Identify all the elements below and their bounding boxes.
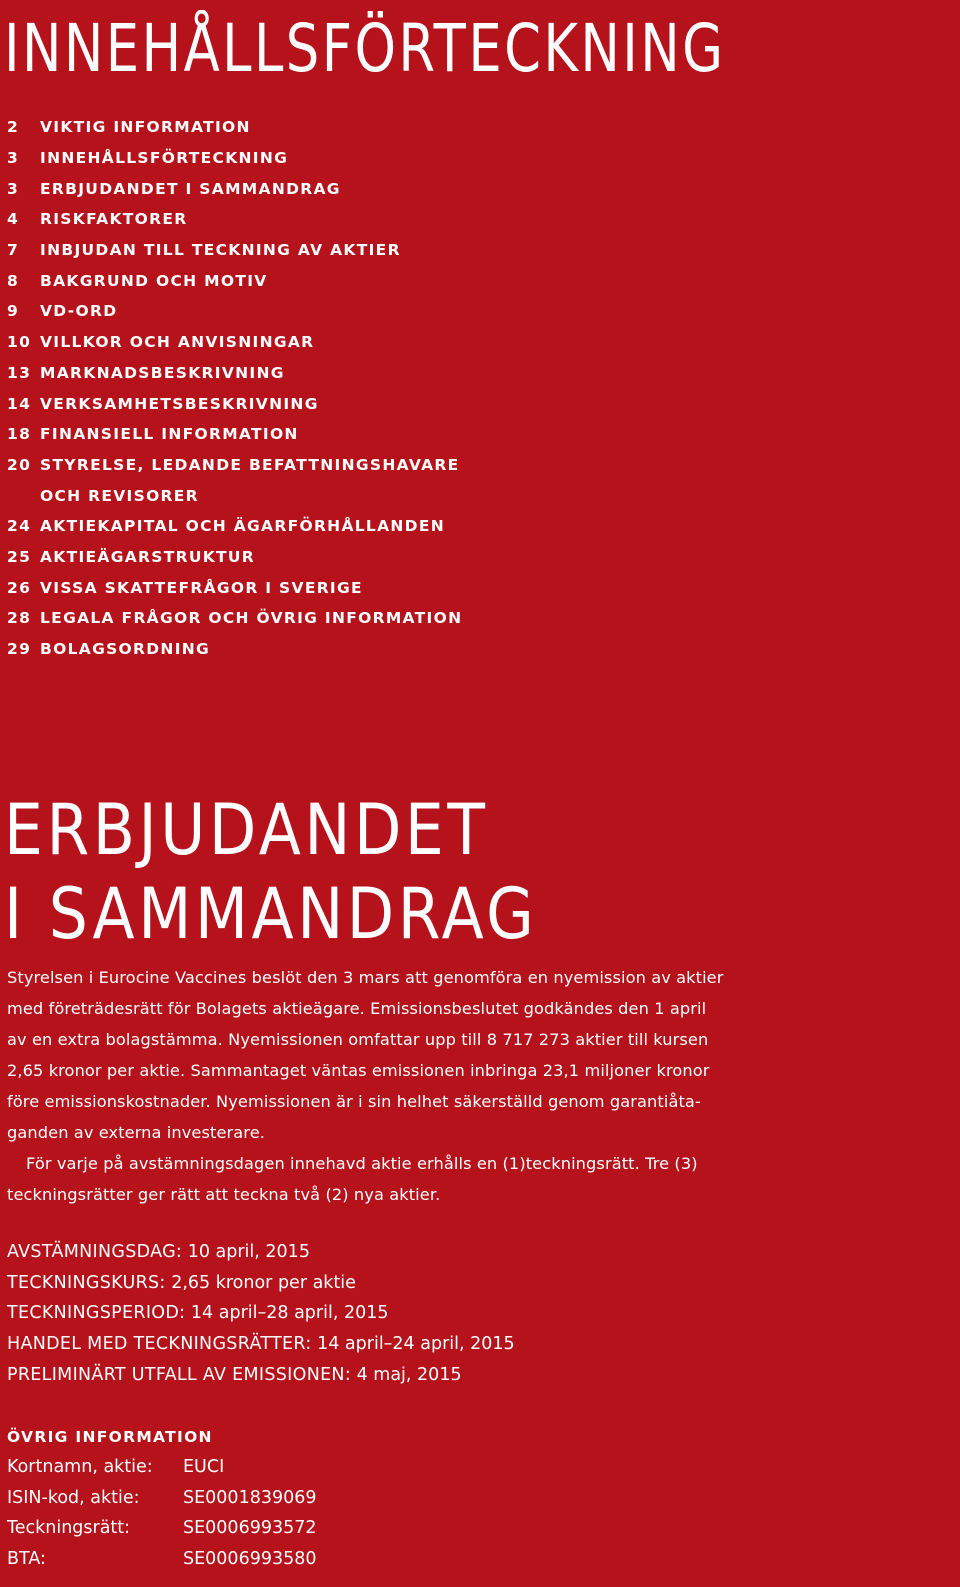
other-info-heading: ÖVRIG INFORMATION <box>7 1428 213 1446</box>
toc-item <box>7 388 462 419</box>
code-item <box>7 1483 317 1514</box>
code-label: Teckningsrätt: <box>7 1518 131 1538</box>
fact-item <box>7 1298 515 1329</box>
fact-key: HANDEL MED TECKNINGSRÄTTER: <box>7 1334 312 1355</box>
section-title <box>4 788 537 956</box>
toc-page-number: 2 <box>7 118 20 137</box>
fact-key: TECKNINGSPERIOD: <box>7 1303 186 1324</box>
toc-label: VERKSAMHETSBESKRIVNING <box>40 394 319 413</box>
toc-label: ERBJUDANDET I SAMMANDRAG <box>40 179 341 198</box>
page-title: INNEHÅLLSFÖRTECKNING <box>4 10 726 87</box>
section-title-line: ERBJUDANDET <box>4 789 489 871</box>
paragraph-line: teckningsrätter ger rätt att teckna två (2) nya aktier. <box>7 1185 441 1204</box>
code-label: BTA: <box>7 1548 46 1569</box>
toc-label: FINANSIELL INFORMATION <box>40 425 299 444</box>
toc-page-number: 24 <box>7 517 32 536</box>
code-value: SE0006993580 <box>183 1548 317 1569</box>
toc-item <box>7 327 462 358</box>
code-label: Kortnamn, aktie: <box>7 1457 153 1477</box>
rights-paragraph <box>7 1148 957 1210</box>
toc-item <box>7 572 462 603</box>
toc-page-number: 29 <box>7 640 32 659</box>
toc-page-number: 10 <box>7 333 32 352</box>
toc-page-number: 3 <box>7 179 20 198</box>
code-item <box>7 1513 317 1544</box>
toc-page-number: 14 <box>7 394 32 413</box>
toc-page-number: 9 <box>7 302 20 321</box>
fact-item <box>7 1360 515 1391</box>
toc-page-number: 7 <box>7 241 20 260</box>
fact-key: AVSTÄMNINGSDAG: <box>7 1242 183 1262</box>
paragraph-line: med företrädesrätt för Bolagets aktieägare. Emissionsbeslutet godkändes den 1 april <box>7 999 707 1018</box>
toc-page-number: 28 <box>7 609 32 628</box>
toc-label: INBJUDAN TILL TECKNING AV AKTIER <box>40 241 401 260</box>
toc-label-continuation: OCH REVISORER <box>40 486 199 505</box>
other-info-list <box>7 1452 317 1574</box>
toc-page-number: 18 <box>7 425 32 444</box>
toc-item <box>7 235 462 266</box>
toc-label: BAKGRUND OCH MOTIV <box>40 271 268 290</box>
toc-item <box>7 603 462 634</box>
toc-item <box>7 173 462 204</box>
paragraph-line: Styrelsen i Eurocine Vaccines beslöt den 3 mars att genomföra en nyemission av aktier <box>7 968 724 987</box>
toc-label: MARKNADSBESKRIVNING <box>40 363 285 382</box>
fact-value: 10 april, 2015 <box>182 1242 310 1262</box>
summary-paragraph <box>7 962 957 1148</box>
fact-item <box>7 1237 515 1268</box>
toc-page-number: 20 <box>7 455 32 474</box>
toc-item <box>7 296 462 327</box>
toc-page-number: 25 <box>7 547 32 566</box>
toc-page-number: 3 <box>7 149 20 168</box>
toc-page-number: 13 <box>7 363 32 382</box>
toc-label: STYRELSE, LEDANDE BEFATTNINGSHAVARE <box>40 455 460 474</box>
fact-key: TECKNINGSKURS: <box>7 1272 166 1293</box>
toc-label: VISSA SKATTEFRÅGOR I SVERIGE <box>40 578 363 597</box>
toc-page-number: 8 <box>7 271 20 290</box>
toc-item <box>7 511 462 542</box>
paragraph-line: före emissionskostnader. Nyemissionen är i sin helhet säkerställd genom garantiåta- <box>7 1092 701 1111</box>
toc-item <box>7 112 462 143</box>
toc-item <box>7 143 462 174</box>
paragraph-line: av en extra bolagstämma. Nyemissionen omfattar upp till 8 717 273 aktier till kursen <box>7 1030 709 1049</box>
code-value: SE0006993572 <box>183 1518 317 1538</box>
section-title-line: I SAMMANDRAG <box>4 873 538 955</box>
offer-facts <box>7 1237 515 1390</box>
toc-item <box>7 634 462 665</box>
fact-value: 4 maj, 2015 <box>351 1364 462 1385</box>
fact-value: 14 april–28 april, 2015 <box>185 1303 389 1324</box>
toc-item <box>7 419 462 450</box>
toc-item <box>7 204 462 235</box>
toc-label: RISKFAKTORER <box>40 210 188 229</box>
fact-value: 2,65 kronor per aktie <box>165 1272 356 1293</box>
toc-item <box>7 265 462 296</box>
toc-label: VD-ORD <box>40 302 118 321</box>
fact-value: 14 april–24 april, 2015 <box>311 1334 515 1355</box>
code-value: SE0001839069 <box>183 1487 317 1508</box>
toc-page-number: 4 <box>7 210 20 229</box>
toc-item <box>7 542 462 573</box>
fact-key: PRELIMINÄRT UTFALL AV EMISSIONEN: <box>7 1364 352 1385</box>
toc-label: AKTIEÄGARSTRUKTUR <box>40 547 256 566</box>
toc-label: LEGALA FRÅGOR OCH ÖVRIG INFORMATION <box>40 609 463 628</box>
code-label: ISIN-kod, aktie: <box>7 1487 140 1508</box>
paragraph-line: 2,65 kronor per aktie. Sammantaget väntas emissionen inbringa 23,1 miljoner kronor <box>7 1061 710 1080</box>
code-value: EUCI <box>183 1457 225 1477</box>
toc-label: BOLAGSORDNING <box>40 640 211 659</box>
toc-item <box>7 450 462 481</box>
paragraph-line: För varje på avstämningsdagen innehavd aktie erhålls en (1)teckningsrätt. Tre (3) <box>26 1154 698 1173</box>
toc-item <box>7 358 462 389</box>
toc-label: INNEHÅLLSFÖRTECKNING <box>40 149 289 168</box>
toc-label: VIKTIG INFORMATION <box>40 118 251 137</box>
toc-page-number: 26 <box>7 578 32 597</box>
fact-item <box>7 1268 515 1299</box>
paragraph-line: ganden av externa investerare. <box>7 1123 266 1142</box>
toc-item-continuation <box>7 480 462 511</box>
toc-label: AKTIEKAPITAL OCH ÄGARFÖRHÅLLANDEN <box>40 517 445 536</box>
toc-label: VILLKOR OCH ANVISNINGAR <box>40 333 315 352</box>
fact-item <box>7 1329 515 1360</box>
table-of-contents <box>7 112 462 664</box>
code-item <box>7 1544 317 1575</box>
code-item <box>7 1452 317 1483</box>
